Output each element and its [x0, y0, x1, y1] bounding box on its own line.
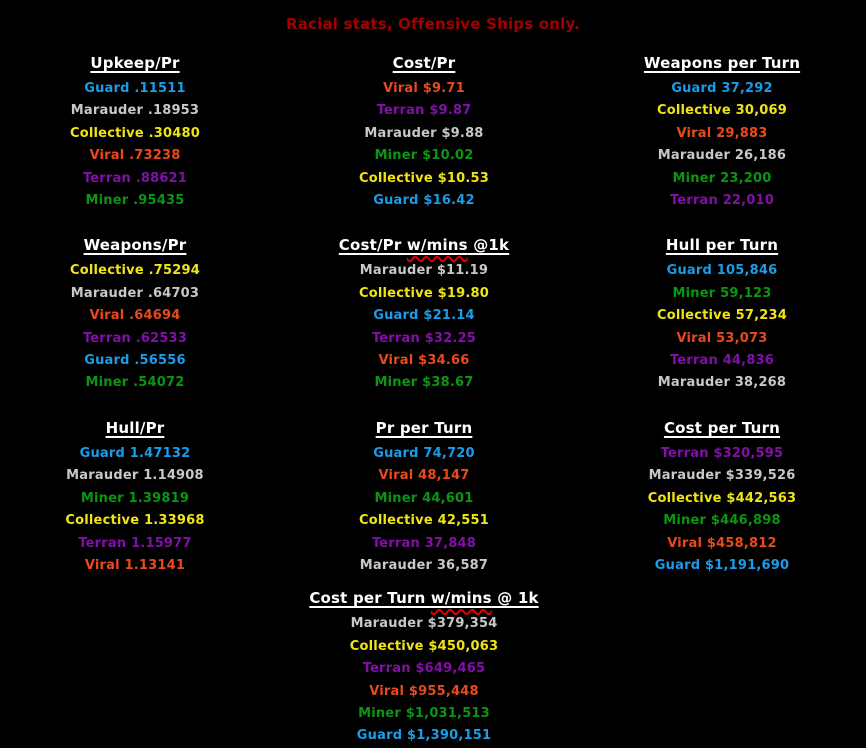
stat-row — [0, 443, 270, 465]
header-text: Hull per Turn — [665, 236, 779, 255]
stat-value: $9.88 — [441, 125, 484, 141]
stat-value: $442,563 — [726, 490, 797, 506]
race-name: Viral — [667, 535, 703, 551]
race-name: Viral — [378, 468, 414, 484]
stat-row — [0, 123, 270, 145]
stat-row — [270, 465, 578, 487]
stat-value: $10.53 — [437, 170, 489, 186]
race-name: Collective — [359, 170, 433, 186]
stat-row — [578, 78, 866, 100]
race-name: Viral — [89, 148, 125, 164]
race-name: Miner — [85, 193, 129, 209]
stat-block-cost-pr-wmins-1k — [270, 236, 578, 394]
stat-value: $9.87 — [429, 103, 472, 119]
stat-value: $458,812 — [706, 535, 777, 551]
header-text-suffix: @1k — [467, 236, 510, 255]
stat-value: $339,526 — [725, 468, 796, 484]
stat-row — [270, 488, 578, 510]
stat-block-cost-per-turn-wmins-1k — [270, 589, 578, 747]
stat-rows — [578, 260, 866, 394]
stat-row — [270, 328, 578, 350]
stat-row — [578, 190, 866, 212]
stat-row — [270, 123, 578, 145]
stat-row — [578, 465, 866, 487]
stat-row — [270, 658, 578, 680]
stat-row — [578, 145, 866, 167]
race-name: Miner — [374, 490, 418, 506]
header-text: Cost per Turn — [309, 589, 431, 608]
stat-row — [270, 168, 578, 190]
stat-value: .95435 — [133, 193, 185, 209]
stat-value: 1.33968 — [143, 513, 205, 529]
stat-row — [0, 555, 270, 577]
race-name: Marauder — [359, 557, 433, 573]
header-text-suffix: @ 1k — [491, 589, 539, 608]
race-name: Miner — [374, 375, 418, 391]
stat-block-header — [578, 419, 866, 437]
stat-block-header — [0, 236, 270, 254]
race-name: Miner — [663, 513, 707, 529]
race-name: Miner — [672, 285, 716, 301]
stat-value: $450,063 — [428, 638, 499, 654]
stat-block-hull-per-turn — [578, 236, 866, 394]
stat-row — [270, 100, 578, 122]
stats-grid — [0, 54, 866, 748]
stat-row — [578, 123, 866, 145]
stat-row — [578, 555, 866, 577]
stat-value: 42,551 — [437, 513, 489, 529]
stat-row — [578, 510, 866, 532]
stat-row — [270, 703, 578, 725]
stat-block-upkeep-pr — [0, 54, 270, 212]
stat-value: $1,031,513 — [405, 705, 490, 721]
stat-row — [0, 100, 270, 122]
stat-row — [0, 78, 270, 100]
stat-row — [0, 350, 270, 372]
stat-value: 37,848 — [424, 535, 477, 551]
stat-row — [270, 260, 578, 282]
stat-value: 44,836 — [722, 353, 775, 369]
header-text: Hull/Pr — [105, 418, 165, 437]
header-text: Upkeep/Pr — [90, 54, 180, 72]
stat-value: $32.25 — [424, 330, 477, 346]
stat-value: 23,200 — [720, 170, 772, 186]
stat-row — [0, 533, 270, 555]
race-name: Guard — [79, 445, 126, 461]
header-misspelled-word: w/mins — [430, 589, 492, 608]
stat-rows — [0, 443, 270, 577]
stat-value: 53,073 — [716, 330, 768, 346]
stat-rows — [578, 443, 866, 577]
stat-row — [0, 328, 270, 350]
race-name: Miner — [672, 170, 716, 186]
stat-value: .54072 — [133, 375, 185, 391]
stat-value: $1,390,151 — [406, 728, 492, 744]
race-name: Collective — [70, 125, 144, 141]
race-name: Viral — [378, 353, 414, 369]
race-name: Collective — [65, 513, 140, 529]
stat-row — [0, 190, 270, 212]
race-name: Collective — [70, 263, 144, 279]
stat-row — [270, 725, 578, 747]
stat-row — [578, 533, 866, 555]
race-name: Viral — [676, 125, 712, 141]
stat-value: 22,010 — [722, 193, 775, 209]
stat-value: 26,186 — [734, 148, 787, 164]
stat-rows — [578, 78, 866, 212]
stat-value: 59,123 — [720, 285, 772, 301]
race-name: Terran — [78, 535, 127, 551]
stat-row — [270, 555, 578, 577]
header-text: Weapons/Pr — [83, 236, 187, 255]
stat-block-header — [270, 589, 578, 607]
stat-row — [270, 145, 578, 167]
stat-rows — [270, 78, 578, 212]
race-name: Terran — [376, 103, 425, 119]
race-name: Marauder — [350, 616, 423, 632]
race-name: Miner — [374, 148, 418, 164]
header-text: Cost/Pr — [392, 54, 456, 72]
stat-value: 36,587 — [436, 557, 489, 573]
race-name: Miner — [85, 375, 129, 391]
stat-row — [578, 350, 866, 372]
stat-row — [270, 78, 578, 100]
race-name: Marauder — [70, 285, 144, 301]
race-name: Guard — [671, 81, 717, 96]
stat-block-header — [270, 236, 578, 254]
stat-value: 1.47132 — [129, 445, 191, 461]
stat-value: 1.15977 — [131, 535, 192, 551]
stat-row — [0, 168, 270, 190]
race-name: Marauder — [657, 375, 731, 391]
race-name: Collective — [657, 103, 731, 119]
stat-value: 105,846 — [716, 263, 778, 279]
stat-row — [0, 283, 270, 305]
stat-row — [578, 100, 866, 122]
stat-row — [270, 443, 578, 465]
race-name: Collective — [349, 638, 424, 654]
stat-row — [0, 465, 270, 487]
race-name: Collective — [359, 513, 433, 529]
stat-row — [270, 350, 578, 372]
stat-row — [270, 681, 578, 703]
race-name: Guard — [84, 81, 130, 96]
race-name: Guard — [373, 445, 419, 461]
stat-row — [0, 260, 270, 282]
stat-row — [578, 443, 866, 465]
stat-value: 30,069 — [735, 103, 787, 119]
race-name: Marauder — [66, 468, 139, 484]
stat-value: $649,465 — [415, 661, 486, 677]
race-name: Viral — [84, 557, 120, 573]
race-name: Collective — [359, 285, 433, 301]
race-name: Marauder — [70, 103, 144, 119]
stat-value: $21.14 — [423, 308, 475, 324]
stat-value: $9.71 — [422, 81, 465, 96]
stat-block-header — [578, 54, 866, 72]
race-name: Guard — [356, 728, 403, 744]
race-name: Guard — [666, 263, 713, 279]
header-text: Pr per Turn — [375, 418, 473, 437]
race-name: Guard — [84, 353, 130, 369]
race-name: Guard — [373, 193, 419, 209]
stat-row — [578, 488, 866, 510]
stat-value: $16.42 — [423, 193, 475, 209]
stat-block-header — [0, 419, 270, 437]
stat-row — [0, 372, 270, 394]
stat-value: 1.39819 — [128, 490, 190, 506]
stat-value: .30480 — [148, 125, 200, 141]
race-name: Guard — [654, 557, 701, 573]
stat-rows — [0, 260, 270, 394]
stat-rows — [270, 613, 578, 747]
stat-value: $320,595 — [713, 445, 784, 461]
stat-value: .64703 — [147, 285, 200, 301]
stat-row — [578, 168, 866, 190]
stat-row — [270, 372, 578, 394]
stat-row — [578, 283, 866, 305]
stat-rows — [0, 78, 270, 212]
stat-value: .64694 — [129, 308, 181, 324]
race-name: Collective — [647, 490, 722, 506]
stat-value: 1.14908 — [143, 468, 204, 484]
stat-value: 44,601 — [422, 490, 474, 506]
stat-value: 74,720 — [423, 445, 475, 461]
race-name: Terran — [371, 330, 420, 346]
stat-row — [578, 372, 866, 394]
stat-value: $19.80 — [437, 285, 489, 301]
stat-row — [270, 190, 578, 212]
stat-block-weapons-per-turn — [578, 54, 866, 212]
stat-value: $38.67 — [422, 375, 474, 391]
stat-row — [578, 260, 866, 282]
stat-block-header — [270, 419, 578, 437]
race-name: Viral — [369, 683, 405, 699]
stat-row — [270, 510, 578, 532]
stat-block-cost-per-turn — [578, 419, 866, 577]
stat-value: $446,898 — [710, 513, 781, 529]
stat-block-cost-pr — [270, 54, 578, 212]
stat-row — [0, 488, 270, 510]
stat-value: .11511 — [134, 81, 186, 96]
stat-value: $11.19 — [436, 263, 489, 279]
race-name: Viral — [676, 330, 712, 346]
race-name: Collective — [657, 308, 731, 324]
race-name: Terran — [371, 535, 420, 551]
stat-value: .62533 — [135, 330, 188, 346]
stat-row — [0, 145, 270, 167]
header-text: Weapons per Turn — [643, 54, 801, 72]
stat-block-pr-per-turn — [270, 419, 578, 577]
stat-value: .56556 — [134, 353, 186, 369]
race-name: Viral — [383, 81, 419, 96]
stat-rows — [270, 443, 578, 577]
race-name: Terran — [82, 170, 131, 186]
stat-block-header — [0, 54, 270, 72]
race-name: Terran — [669, 353, 718, 369]
stat-row — [270, 636, 578, 658]
stat-value: $34.66 — [418, 353, 470, 369]
race-name: Marauder — [648, 468, 721, 484]
stat-block-hull-pr — [0, 419, 270, 577]
header-text: Cost/Pr — [338, 236, 407, 255]
stat-value: 48,147 — [418, 468, 470, 484]
stat-row — [270, 283, 578, 305]
stat-value: 29,883 — [716, 125, 768, 141]
race-name: Terran — [82, 330, 131, 346]
stat-value: $10.02 — [422, 148, 474, 164]
stat-block-weapons-pr — [0, 236, 270, 394]
stat-value: 1.13141 — [124, 557, 186, 573]
header-misspelled-word: w/mins — [406, 236, 468, 255]
stat-block-header — [270, 54, 578, 72]
header-text: Cost per Turn — [663, 418, 781, 437]
race-name: Marauder — [364, 125, 437, 141]
stat-value: 37,292 — [721, 81, 773, 96]
race-name: Miner — [358, 705, 401, 721]
stat-value: $955,448 — [408, 683, 479, 699]
stat-row — [578, 328, 866, 350]
stat-value: $1,191,690 — [704, 557, 790, 573]
stat-value: $379,354 — [427, 616, 498, 632]
stat-value: .75294 — [148, 263, 200, 279]
race-name: Terran — [669, 193, 718, 209]
stat-row — [0, 510, 270, 532]
stat-rows — [270, 260, 578, 394]
race-name: Terran — [660, 445, 709, 461]
stat-row — [578, 305, 866, 327]
stat-value: 57,234 — [735, 308, 787, 324]
race-name: Marauder — [657, 148, 731, 164]
page-title: Racial stats, Offensive Ships only. — [285, 15, 581, 33]
race-name: Terran — [362, 661, 411, 677]
race-name: Miner — [80, 490, 124, 506]
stat-block-header — [578, 236, 866, 254]
race-name: Marauder — [359, 263, 433, 279]
stat-row — [270, 305, 578, 327]
stat-value: .18953 — [147, 103, 200, 119]
race-name: Viral — [89, 308, 125, 324]
stat-value: .73238 — [129, 148, 181, 164]
stat-row — [270, 613, 578, 635]
stat-value: 38,268 — [734, 375, 787, 391]
stat-value: .88621 — [135, 170, 188, 186]
stat-row — [0, 305, 270, 327]
race-name: Guard — [373, 308, 419, 324]
stat-row — [270, 533, 578, 555]
